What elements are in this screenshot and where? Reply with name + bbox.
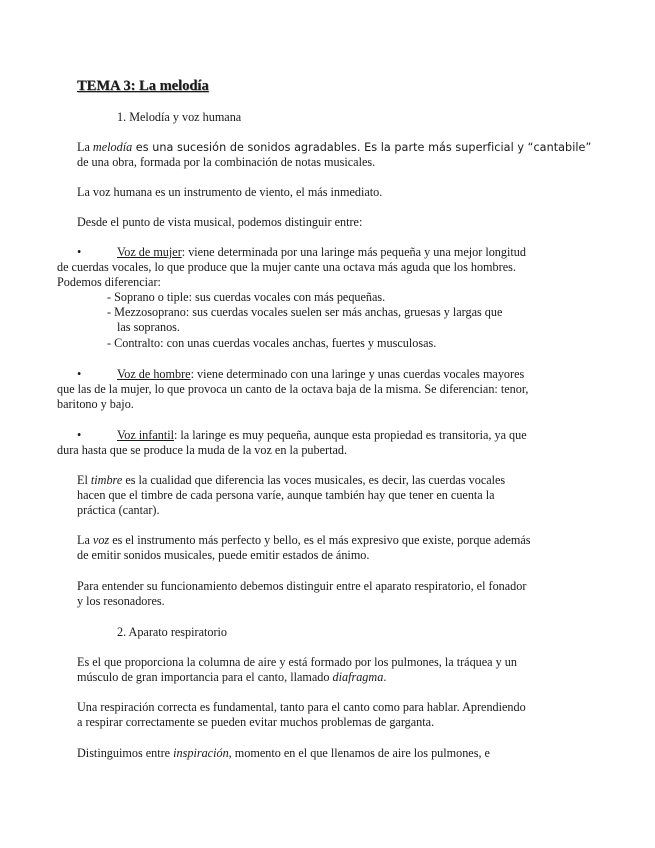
bullet-voz-infantil-line-2: dura hasta que se produce la muda de la voz en la pubertad.	[57, 443, 348, 457]
section-heading-2: 2. Aparato respiratorio	[117, 625, 227, 639]
paragraph-timbre-line-1: El timbre es la cualidad que diferencia las voces musicales, es decir, las cuerdas vocales	[77, 473, 506, 487]
bullet-voz-mujer-line-2: de cuerdas vocales, lo que produce que la mujer cante una octava más aguda que los hombres.	[57, 260, 516, 274]
bullet-voz-hombre-line-2: que las de la mujer, lo que provoca un canto de la octava baja de la misma. Se diferencian: tenor,	[57, 382, 529, 396]
paragraph-funcionamiento-line-2: y los resonadores.	[77, 594, 165, 608]
paragraph-melodia-line-2: de una obra, formada por la combinación de notas musicales.	[77, 155, 376, 169]
sub-item-mezzosoprano: - Mezzosoprano: sus cuerdas vocales suelen ser más anchas, gruesas y largas que	[107, 305, 503, 319]
paragraph-voz-line-2: de emitir sonidos musicales, puede emitir estados de ánimo.	[77, 548, 370, 562]
bullet-marker: •	[77, 245, 82, 259]
paragraph-timbre-line-2: hacen que el timbre de cada persona varíe, aunque también hay que tener en cuenta la	[77, 488, 495, 502]
paragraph-respiracion-line-2: a respirar correctamente se pueden evitar muchos problemas de garganta.	[77, 715, 435, 729]
page-title: TEMA 3: La melodía	[77, 78, 209, 94]
section-heading-1: 1. Melodía y voz humana	[117, 110, 242, 124]
paragraph-voz-humana: La voz humana es un instrumento de viento, el más inmediato.	[77, 185, 383, 199]
paragraph-respiracion-line-1: Una respiración correcta es fundamental, tanto para el canto como para hablar. Aprendiendo	[77, 700, 526, 714]
bullet-marker: •	[77, 367, 82, 381]
bullet-voz-infantil-line-1: Voz infantil: la laringe es muy pequeña, aunque esta propiedad es transitoria, ya que	[117, 428, 527, 442]
bullet-voz-mujer-line-1: Voz de mujer: viene determinada por una laringe más pequeña y una mejor longitud	[117, 245, 526, 259]
paragraph-funcionamiento-line-1: Para entender su funcionamiento debemos distinguir entre el aparato respiratorio, el fonador	[77, 579, 527, 593]
paragraph-inspiracion-line-1: Distinguimos entre inspiración, momento en el que llenamos de aire los pulmones, e	[77, 746, 490, 760]
paragraph-timbre-line-3: práctica (cantar).	[77, 503, 160, 517]
sub-item-contralto: - Contralto: con unas cuerdas vocales anchas, fuertes y musculosas.	[107, 336, 437, 350]
bullet-voz-hombre-line-3: baritono y bajo.	[57, 397, 134, 411]
paragraph-voz-line-1: La voz es el instrumento más perfecto y bello, es el más expresivo que existe, porque además	[77, 533, 531, 547]
paragraph-aparato-line-2: músculo de gran importancia para el canto, llamado diafragma.	[77, 670, 387, 684]
sub-item-soprano: - Soprano o tiple: sus cuerdas vocales con más pequeñas.	[107, 290, 386, 304]
paragraph-melodia-line-1: La melodía es una sucesión de sonidos agradables. Es la parte más superficial y “cantabile”	[77, 140, 592, 154]
paragraph-distinguir: Desde el punto de vista musical, podemos distinguir entre:	[77, 215, 363, 229]
paragraph-aparato-line-1: Es el que proporciona la columna de aire y está formado por los pulmones, la tráquea y un	[77, 655, 517, 669]
bullet-marker: •	[77, 428, 82, 442]
bullet-voz-mujer-line-3: Podemos diferenciar:	[57, 275, 161, 289]
bullet-voz-hombre-line-1: Voz de hombre: viene determinado con una laringe y unas cuerdas vocales mayores	[117, 367, 525, 381]
sub-item-mezzosoprano-cont: las sopranos.	[117, 320, 180, 334]
